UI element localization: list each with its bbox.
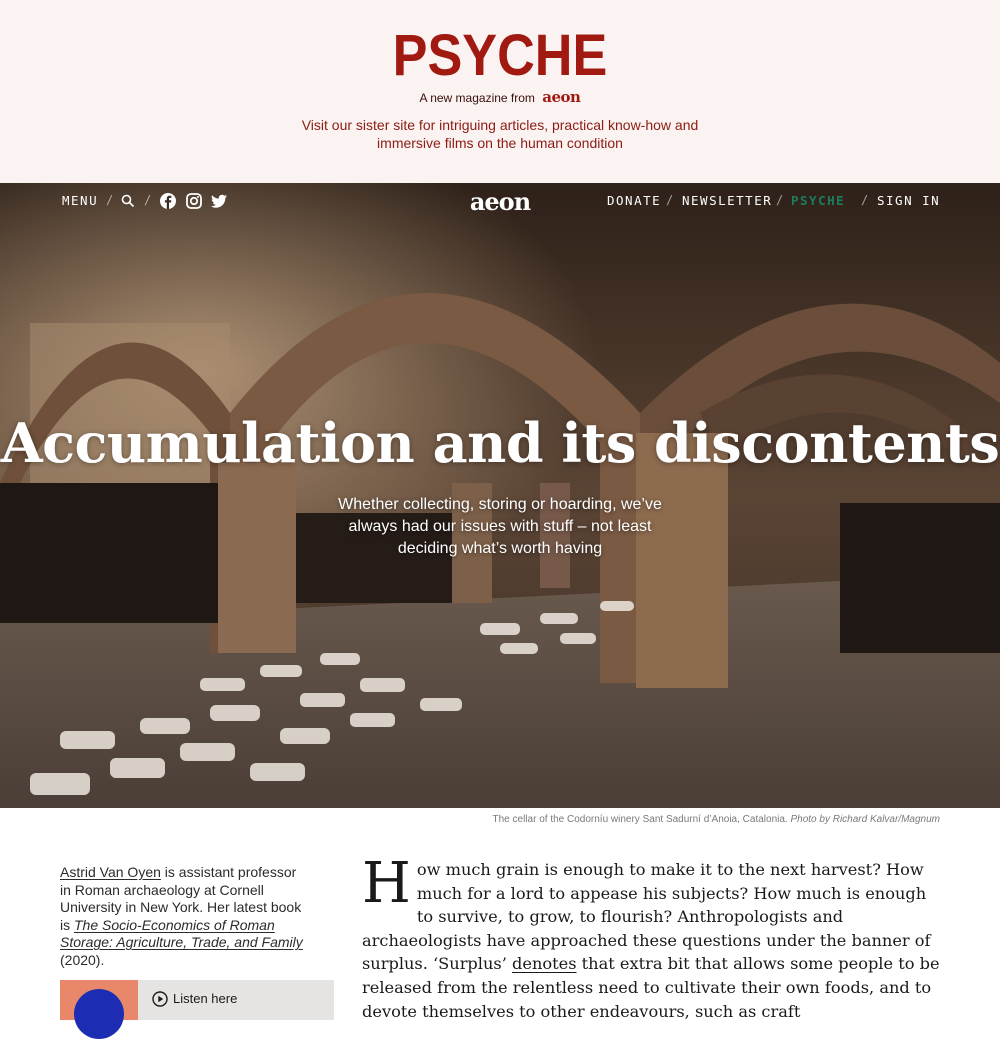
psyche-link[interactable]: PSYCHE: [791, 193, 846, 208]
listen-thumbnail: [60, 980, 138, 1020]
twitter-icon[interactable]: [210, 192, 228, 210]
author-name-link[interactable]: Astrid Van Oyen: [60, 864, 161, 880]
article-paragraph-start: ow much grain is enough to make it to the next harvest? How much for a lord to appease his subjects? How much is enough to survive, to grow, to flourish? Anthropologists and archaeologists have approached these questions under the banner of surplus. ‘Surplus’: [362, 860, 931, 974]
facebook-icon[interactable]: [159, 192, 177, 210]
article-body: [362, 851, 942, 1023]
newsletter-link[interactable]: NEWSLETTER: [682, 193, 773, 208]
menu-button[interactable]: MENU: [62, 193, 99, 208]
promo-text[interactable]: Visit our sister site for intriguing articles, practical know-how and immersive films on the human condition: [301, 117, 699, 151]
instagram-icon[interactable]: [185, 192, 203, 210]
play-icon[interactable]: [152, 991, 168, 1007]
sign-in-link[interactable]: SIGN IN: [877, 193, 941, 208]
author-book-year: (2020).: [60, 951, 105, 968]
aeon-logo[interactable]: aeon: [469, 187, 531, 216]
search-icon[interactable]: [121, 194, 135, 208]
article-title: Accumulation and its discontents: [0, 411, 1000, 475]
promo-tagline: [0, 88, 1000, 106]
aeon-mini-logo: aeon: [542, 88, 581, 106]
nav-separator: /: [861, 193, 869, 207]
nav-separator: /: [144, 193, 152, 207]
nav-separator: /: [666, 193, 674, 207]
psyche-promo-banner[interactable]: [0, 0, 1000, 183]
caption-text: The cellar of the Codorníu winery Sant Sadurní d’Anoia, Catalonia.: [492, 814, 788, 825]
listen-player[interactable]: [60, 980, 334, 1020]
donate-link[interactable]: DONATE: [607, 193, 662, 208]
caption-credit: Photo by Richard Kalvar/Magnum: [790, 814, 940, 825]
article-standfirst: Whether collecting, storing or hoarding, we’ve always had our issues with stuff – not least deciding what’s worth having: [338, 496, 662, 557]
denotes-link[interactable]: denotes: [512, 954, 577, 974]
author-book-link[interactable]: The Socio-Economics of Roman Storage: Agriculture, Trade, and Family: [60, 916, 303, 950]
top-nav: [0, 183, 1000, 223]
promo-tagline-text: A new magazine from: [419, 91, 535, 105]
nav-separator: /: [776, 193, 784, 207]
drop-cap: H: [362, 851, 411, 916]
nav-separator: /: [106, 193, 114, 207]
author-bio-text: is assistant professor in Roman archaeology at Cornell University in New York. Her latest book is: [60, 864, 302, 933]
hero: [0, 183, 1000, 808]
article-paragraph-end: that extra bit that allows some people to be released from the relentless need to cultivate their own foods, and to devote themselves to other endeavours, such as craft: [362, 954, 940, 1021]
author-bio: [60, 864, 310, 969]
listen-label[interactable]: Listen here: [173, 991, 238, 1006]
hero-caption: [493, 814, 940, 825]
psyche-logo[interactable]: PSYCHE: [392, 23, 608, 88]
